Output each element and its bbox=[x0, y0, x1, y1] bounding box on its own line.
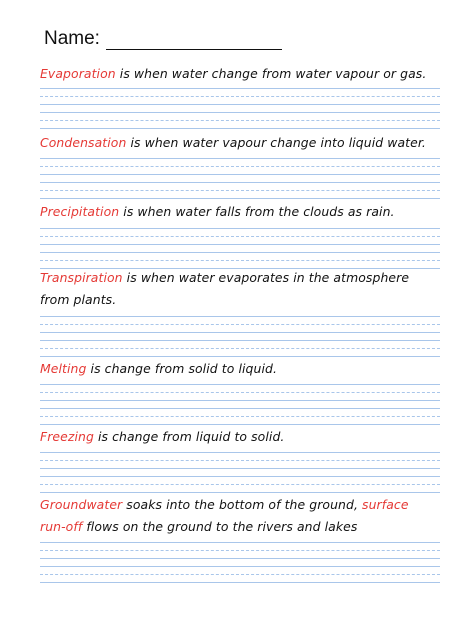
definition: is when water vapour change into liquid water. bbox=[126, 135, 426, 150]
definition-cont: from plants. bbox=[40, 292, 117, 307]
term: Precipitation bbox=[40, 204, 120, 219]
entry-line bbox=[40, 135, 440, 151]
term: Transpiration bbox=[40, 270, 123, 285]
term: run-off bbox=[40, 519, 83, 534]
writing-guides bbox=[40, 542, 440, 590]
term: Condensation bbox=[40, 135, 127, 150]
writing-guides bbox=[40, 228, 440, 276]
name-field bbox=[44, 28, 282, 50]
definition-cont: flows on the ground to the rivers and lakes bbox=[82, 519, 358, 534]
entry-condensation bbox=[40, 135, 440, 151]
writing-guides bbox=[40, 316, 440, 364]
definition: is when water falls from the clouds as rain. bbox=[119, 204, 395, 219]
term: surface bbox=[362, 497, 409, 512]
entry-freezing bbox=[40, 429, 440, 445]
definition: is when water change from water vapour or gas. bbox=[115, 66, 427, 81]
term: Freezing bbox=[40, 429, 94, 444]
name-label: Name: bbox=[44, 28, 100, 49]
name-blank-line[interactable] bbox=[106, 29, 282, 50]
entry-line bbox=[40, 361, 440, 377]
term: Melting bbox=[40, 361, 87, 376]
entry-line bbox=[40, 292, 440, 308]
entry-line bbox=[40, 270, 440, 286]
entry-line bbox=[40, 66, 440, 82]
definition: soaks into the bottom of the ground, bbox=[122, 497, 363, 512]
entry-precipitation bbox=[40, 204, 440, 220]
entry-melting bbox=[40, 361, 440, 377]
writing-guides bbox=[40, 452, 440, 500]
writing-guides bbox=[40, 88, 440, 136]
entry-evaporation bbox=[40, 66, 440, 82]
entry-line bbox=[40, 519, 440, 535]
definition: is change from liquid to solid. bbox=[93, 429, 285, 444]
writing-guides bbox=[40, 384, 440, 432]
entry-transpiration bbox=[40, 270, 440, 308]
definition: is when water evaporates in the atmosphere bbox=[122, 270, 410, 285]
entry-groundwater bbox=[40, 497, 440, 535]
term: Groundwater bbox=[40, 497, 123, 512]
entry-line bbox=[40, 204, 440, 220]
writing-guides bbox=[40, 158, 440, 206]
entry-line bbox=[40, 429, 440, 445]
entry-line bbox=[40, 497, 440, 513]
definition: is change from solid to liquid. bbox=[86, 361, 277, 376]
term: Evaporation bbox=[40, 66, 116, 81]
